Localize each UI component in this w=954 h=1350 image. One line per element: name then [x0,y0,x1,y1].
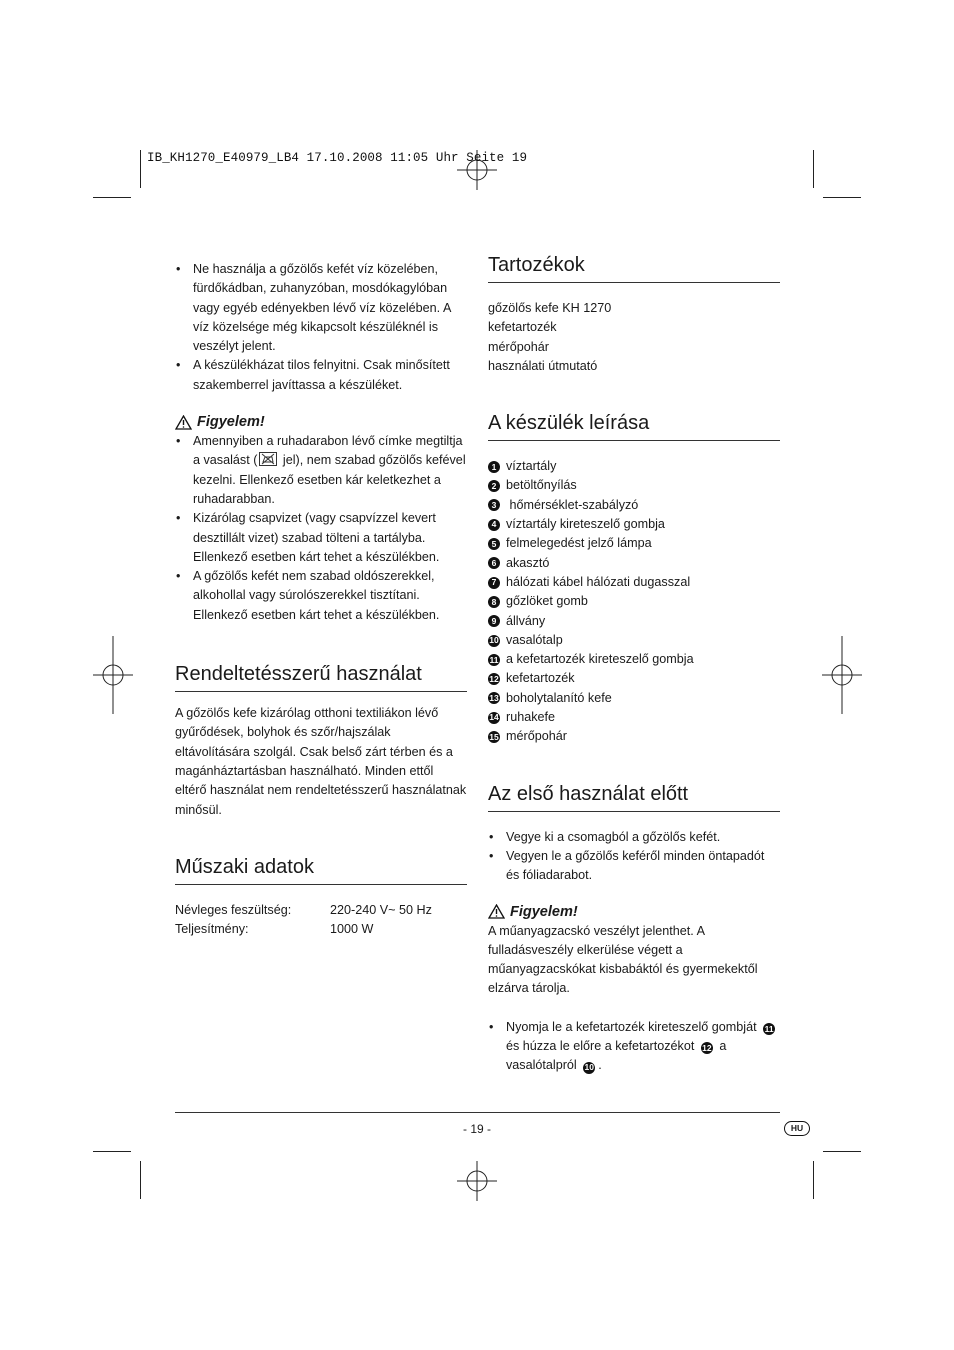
part-number-badge: 6 [488,557,500,569]
part-label: felmelegedést jelző lámpa [506,536,652,551]
registration-crosshair-icon [822,636,862,714]
crossed-iron-icon [259,452,277,466]
part-number-badge: 12 [489,673,499,684]
accessories-list [488,299,780,376]
part-label: a kefetartozék kireteszelő gombja [506,652,694,667]
part-number-badge: 8 [488,596,500,608]
crop-mark [823,197,861,198]
list-item [488,650,780,669]
part-label: víztartály kireteszelő gombja [506,517,665,532]
part-number-badge: 15 [489,731,499,742]
list-item [488,534,780,553]
part-number-badge: 7 [488,577,500,589]
list-item [175,432,467,509]
part-number-badge: 11 [489,654,499,665]
print-header: IB_KH1270_E40979_LB4 17.10.2008 11:05 Uhr Seite 19 [147,151,528,165]
safety-bullet-list [175,260,467,395]
part-number-badge: 2 [488,480,500,492]
warning-title: Figyelem! [510,903,578,920]
spec-value: 220-240 V~ 50 Hz [330,902,432,917]
table-row [175,920,467,939]
right-column [488,252,780,1076]
list-item [488,669,780,688]
part-number-badge: 9 [488,615,500,627]
part-number-badge: 3 [488,499,500,511]
part-label: betöltőnyílás [506,478,577,493]
crop-mark [823,1151,861,1152]
part-label: vasalótalp [506,632,563,647]
final-step-list [488,1018,780,1076]
list-item [488,515,780,534]
spec-value: 1000 W [330,922,374,937]
part-label: ruhakefe [506,710,556,725]
list-item: kefetartozék [488,320,557,335]
warning-bullet-list [175,432,467,625]
list-item-text: jel), nem szabad gőzölős kefével kezelni. Ellenkező esetben kár keletkezhet a ruhadarabban. [193,453,466,506]
step-text: a vasalótalpról [506,1039,727,1073]
footer-divider [175,1112,780,1113]
section-heading-device-description: A készülék leírása [488,410,780,441]
list-item [488,573,780,592]
warning-triangle-icon [488,904,505,919]
part-number-badge: 13 [489,693,499,704]
list-item: • Vegyen le a gőzölős keféről minden öntapadót és fóliadarabot. [488,847,780,886]
part-number-badge: 11 [764,1023,774,1034]
spec-label: Névleges feszültség: [175,902,292,917]
part-label: boholytalanító kefe [506,690,612,705]
list-item [488,689,780,708]
warning-title: Figyelem! [197,414,265,431]
list-item: használati útmutató [488,358,598,373]
crop-mark [140,150,141,188]
list-item [488,612,780,631]
list-item: • Vegye ki a csomagból a gőzölős kefét. [488,828,780,847]
registration-crosshair-icon [93,636,133,714]
step-text: . [598,1058,602,1073]
intended-use-paragraph: A gőzölős kefe kizárólag otthoni textiliákon lévő gyűrődések, bolyhok és szőr/hajszálak eltávolítására szolgál. Csak belső zárt térben és a magánháztartásban használható. Minden ettől eltérő használat nem rendeltetésszerű használatnak minősül. [175,706,467,817]
section-heading-technical-data: Műszaki adatok [175,854,467,885]
warning-triangle-icon [175,415,192,430]
crop-mark [140,1161,141,1199]
part-number-badge: 4 [488,519,500,531]
list-item-text: Amennyiben a ruhadarabon lévő címke megtiltja a vasalást ( [193,434,463,468]
list-item [488,476,780,495]
part-number-badge: 14 [489,712,499,723]
list-item [488,496,780,515]
crop-mark [813,1161,814,1199]
part-number-badge: 5 [488,538,500,550]
list-item: • Kizárólag csapvizet (vagy csapvízzel kevert desztillált vizet) szabad tölteni a tartályba. Ellenkező esetben kárt tehet a készülékben. [175,509,467,567]
crop-mark [93,197,131,198]
warning-heading [488,902,780,922]
list-item: gőzölős kefe KH 1270 [488,301,612,315]
step-text: és húzza le előre a kefetartozékot [506,1039,695,1054]
left-column [175,260,467,939]
part-label: kefetartozék [506,671,575,686]
parts-list [488,457,780,746]
first-use-bullet-list [488,828,780,886]
list-item [488,708,780,727]
warning-heading [175,412,467,432]
crop-mark [813,150,814,188]
tech-spec-table [175,901,467,940]
section-heading-accessories: Tartozékok [488,252,780,283]
section-heading-first-use: Az első használat előtt [488,781,780,812]
list-item [488,592,780,611]
part-label: állvány [506,613,546,628]
list-item [488,631,780,650]
section-heading-intended-use: Rendeltetésszerű használat [175,661,467,692]
list-item: • A készülékházat tilos felnyitni. Csak minősített szakemberrel javíttassa a készüléket. [175,356,467,395]
list-item: • Ne használja a gőzölős kefét víz közelében, fürdőkádban, zuhanyzóban, mosdókagylóban vagy egyéb edényekben lévő víz közelében. A víz közelsége még kikapcsolt készüléknél is veszélyt jelent. [175,260,467,356]
part-label: akasztó [506,555,550,570]
list-item [488,457,780,476]
list-item [488,727,780,746]
crop-mark [93,1151,131,1152]
page-number: - 19 - [462,1122,491,1136]
step-text: Nyomja le a kefetartozék kireteszelő gombját [506,1019,757,1034]
list-item [488,1018,780,1076]
spec-label: Teljesítmény: [175,922,249,937]
list-item: mérőpohár [488,339,549,354]
table-row [175,901,467,920]
part-label: hálózati kábel hálózati dugasszal [506,574,691,589]
part-number-badge: 12 [702,1043,712,1054]
list-item: • A gőzölős kefét nem szabad oldószerekkel, alkohollal vagy súrolószerekkel tisztítani. Ellenkező esetben kárt tehet a készülékben. [175,567,467,625]
part-label: hőmérséklet-szabályzó [506,497,639,512]
part-label: gőzlöket gomb [506,594,588,609]
part-label: víztartály [506,459,557,474]
part-label: mérőpohár [506,729,567,744]
list-item [488,554,780,573]
part-number-badge: 10 [584,1062,594,1073]
part-number-badge: 1 [488,461,500,473]
part-number-badge: 10 [489,635,499,646]
warning-paragraph: A műanyagzacskó veszélyt jelenthet. A fulladásveszély elkerülése végett a műanyagzacskókat kisbabáktól és gyermekektől elzárva tárolja. [488,923,758,996]
registration-crosshair-icon [457,1161,497,1201]
language-badge: HU [784,1121,810,1136]
